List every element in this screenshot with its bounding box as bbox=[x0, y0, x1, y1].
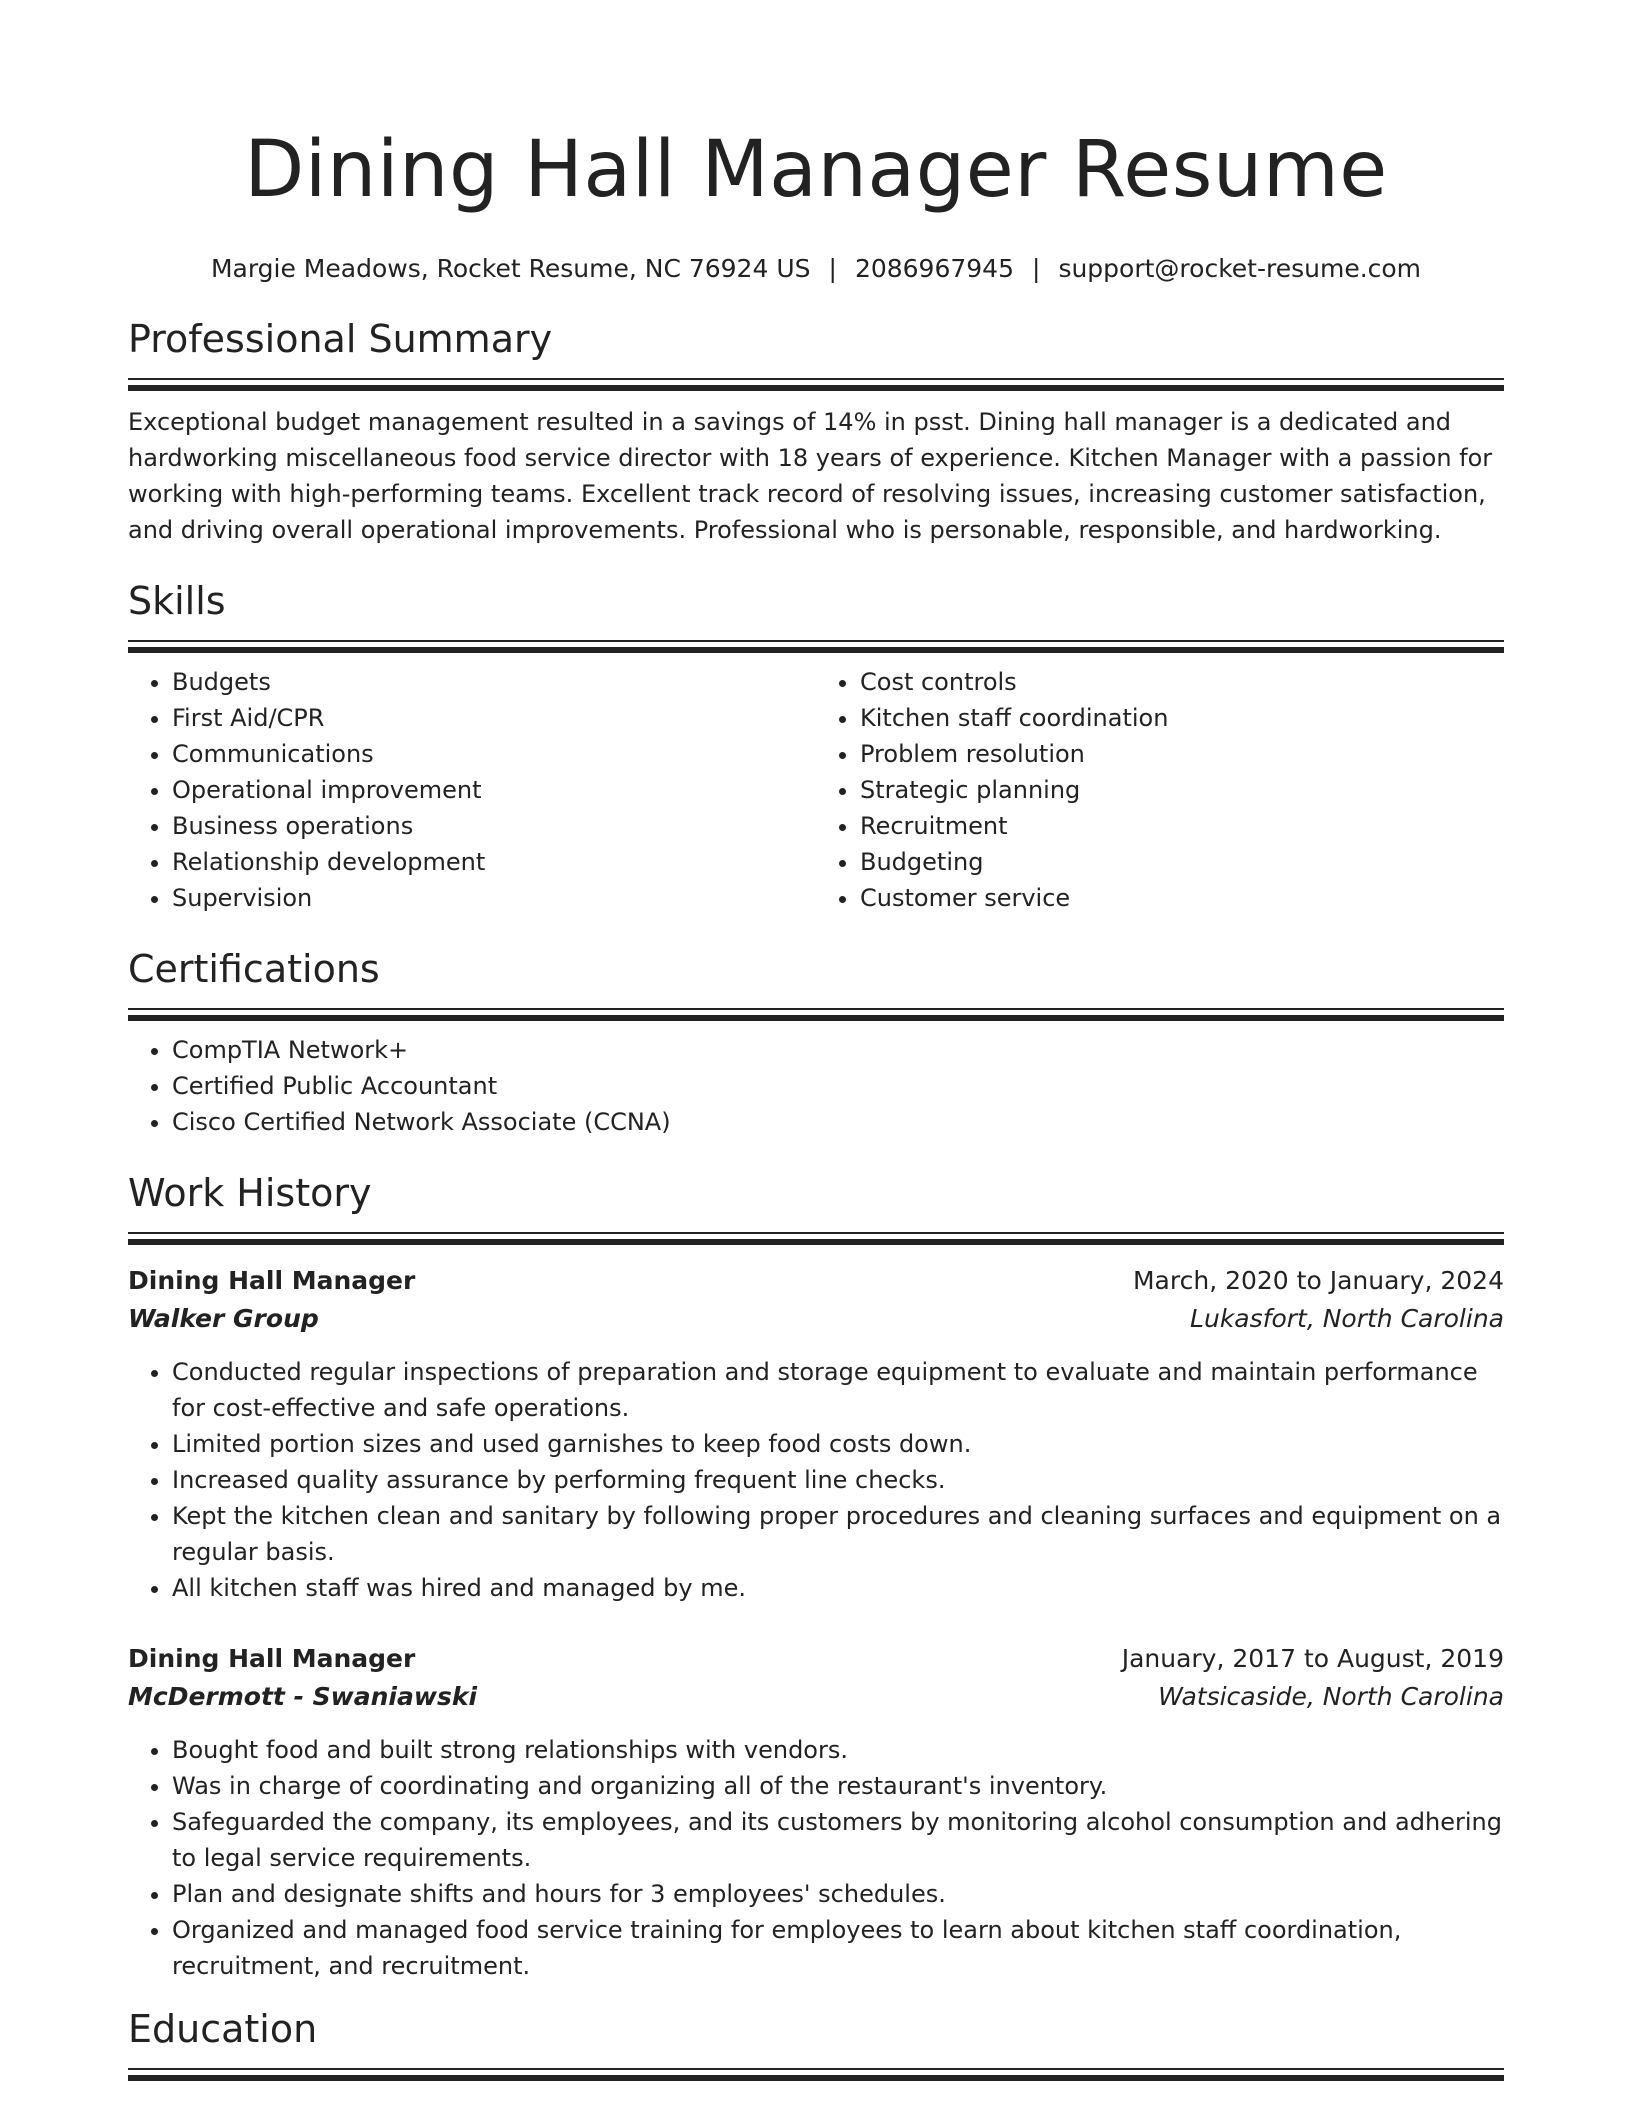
job-title: Dining Hall Manager bbox=[128, 1644, 416, 1673]
summary-section bbox=[128, 316, 1504, 390]
work-heading: Work History bbox=[128, 1171, 372, 1215]
education-heading: Education bbox=[128, 2007, 318, 2051]
job-title: Dining Hall Manager bbox=[128, 1266, 416, 1295]
contact-address: Margie Meadows, Rocket Resume, NC 76924 US bbox=[210, 254, 811, 283]
skill-item: • Supervision bbox=[172, 880, 816, 916]
skills-heading: Skills bbox=[128, 579, 226, 623]
summary-text: Exceptional budget management resulted in a savings of 14% in psst. Dining hall manager is a dedicated and hardworking miscellaneous food service director with 18 years of experience. Kitchen Manager with a passion for working with high-performing teams. Excellent track record of resolving issues, increasing customer satisfaction, and driving overall operational improvements. Professional who is personable, responsible, and hardworking. bbox=[128, 408, 1493, 544]
job-bullets bbox=[128, 1732, 1504, 1984]
contact-email[interactable]: support@rocket-resume.com bbox=[1058, 254, 1422, 283]
job-location: Watsicaside, North Carolina bbox=[1158, 1682, 1504, 1711]
section-divider bbox=[128, 2068, 1504, 2080]
job-location: Lukasfort, North Carolina bbox=[1190, 1304, 1504, 1333]
certifications-list bbox=[128, 1032, 1504, 1140]
skill-item: • Strategic planning bbox=[860, 772, 1504, 808]
skills-list bbox=[128, 664, 1504, 916]
skill-item: • Operational improvement bbox=[172, 772, 816, 808]
skills-section bbox=[128, 578, 1504, 652]
skill-item: • Cost controls bbox=[860, 664, 1504, 700]
skill-item: • Business operations bbox=[172, 808, 816, 844]
skill-item: • Kitchen staff coordination bbox=[860, 700, 1504, 736]
job-bullet: • Kept the kitchen clean and sanitary by following proper procedures and cleaning surfaces and equipment on a regular basis. bbox=[172, 1498, 1504, 1570]
section-divider bbox=[128, 1008, 1504, 1020]
certification-item: • Certified Public Accountant bbox=[172, 1068, 1504, 1104]
job-bullet: • Limited portion sizes and used garnishes to keep food costs down. bbox=[172, 1426, 1504, 1462]
skill-item: • Communications bbox=[172, 736, 816, 772]
contact-line bbox=[128, 252, 1504, 286]
summary-heading: Professional Summary bbox=[128, 317, 553, 361]
skills-column-left bbox=[128, 664, 816, 916]
job-bullet: • All kitchen staff was hired and managed by me. bbox=[172, 1570, 1504, 1606]
work-section bbox=[128, 1170, 1504, 1244]
skill-item: • Budgets bbox=[172, 664, 816, 700]
education-section bbox=[128, 2006, 1504, 2080]
skill-item: • Problem resolution bbox=[860, 736, 1504, 772]
section-divider bbox=[128, 640, 1504, 652]
section-divider bbox=[128, 378, 1504, 390]
contact-phone[interactable]: 2086967945 bbox=[854, 254, 1014, 283]
job-bullet: • Plan and designate shifts and hours for 3 employees' schedules. bbox=[172, 1876, 1504, 1912]
skill-item: • Recruitment bbox=[860, 808, 1504, 844]
job-bullet: • Safeguarded the company, its employees, and its customers by monitoring alcohol consumption and adhering to legal service requirements. bbox=[172, 1804, 1504, 1876]
skill-item: • Customer service bbox=[860, 880, 1504, 916]
contact-separator: | bbox=[828, 254, 837, 283]
job-bullet: • Organized and managed food service training for employees to learn about kitchen staff coordination, recruitment, and recruitment. bbox=[172, 1912, 1504, 1984]
job-company: Walker Group bbox=[128, 1304, 319, 1333]
job-bullet: • Increased quality assurance by performing frequent line checks. bbox=[172, 1462, 1504, 1498]
job-dates: March, 2020 to January, 2024 bbox=[1132, 1266, 1504, 1295]
resume-title: Dining Hall Manager Resume bbox=[244, 125, 1388, 215]
job-company: McDermott - Swaniawski bbox=[128, 1682, 478, 1711]
job-bullet: • Bought food and built strong relationships with vendors. bbox=[172, 1732, 1504, 1768]
job-entry bbox=[128, 1640, 1504, 1984]
skill-item: • Budgeting bbox=[860, 844, 1504, 880]
job-dates: January, 2017 to August, 2019 bbox=[1121, 1644, 1504, 1673]
contact-separator: | bbox=[1032, 254, 1041, 283]
section-divider bbox=[128, 1232, 1504, 1244]
certification-item: • CompTIA Network+ bbox=[172, 1032, 1504, 1068]
job-bullet: • Conducted regular inspections of preparation and storage equipment to evaluate and maintain performance for cost-effective and safe operations. bbox=[172, 1354, 1504, 1426]
certification-item: • Cisco Certified Network Associate (CCNA) bbox=[172, 1104, 1504, 1140]
skill-item: • First Aid/CPR bbox=[172, 700, 816, 736]
certifications-section bbox=[128, 946, 1504, 1020]
skill-item: • Relationship development bbox=[172, 844, 816, 880]
job-bullets bbox=[128, 1354, 1504, 1606]
job-bullet: • Was in charge of coordinating and organizing all of the restaurant's inventory. bbox=[172, 1768, 1504, 1804]
skills-column-right bbox=[816, 664, 1504, 916]
job-entry bbox=[128, 1262, 1504, 1606]
certifications-heading: Certifications bbox=[128, 947, 380, 991]
